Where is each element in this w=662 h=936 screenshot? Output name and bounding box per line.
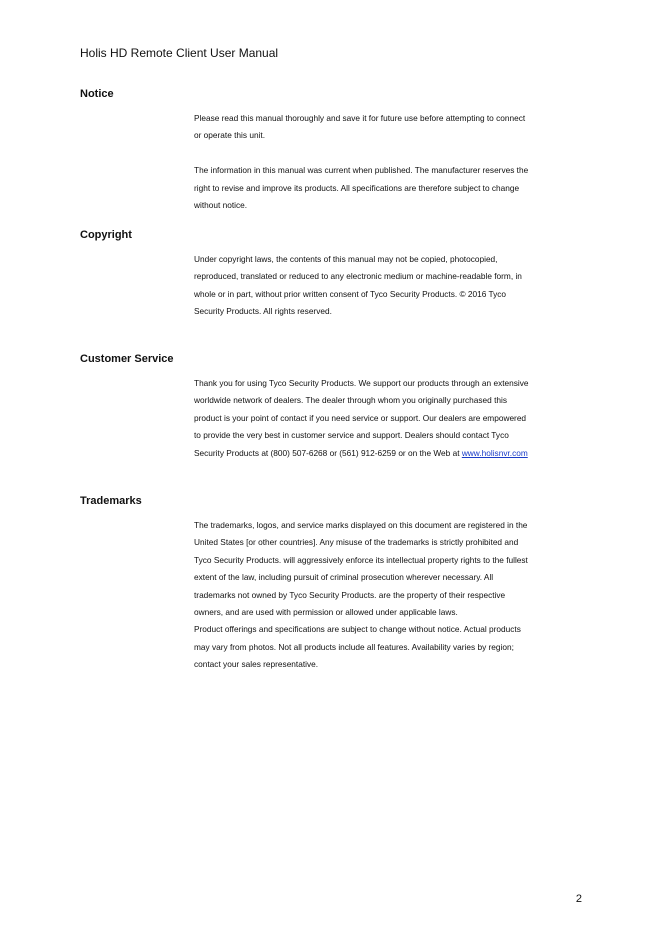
trademarks-body <box>194 517 530 674</box>
notice-paragraph-2: The information in this manual was current when published. The manufacturer reserves the right to revise and improve its products. All specifications are therefore subject to change without notice. <box>194 165 529 211</box>
customer-service-heading: Customer Service <box>80 353 174 365</box>
customer-service-paragraph <box>194 375 530 462</box>
trademarks-paragraph-2: Product offerings and specifications are subject to change without notice. Actual products may vary from photos. Not all products include all features. Availability varies by region; contact your sales representative. <box>194 624 521 670</box>
customer-service-text: Thank you for using Tyco Security Products. We support our products through an extensive worldwide network of dealers. The dealer through whom you originally purchased this product is your point of contact if you need service or support. Our dealers are empowered to provide the very best in customer service and support. Dealers should contact Tyco Security Products at (800) 507-6268 or (561) 912-6259 or on the Web at <box>194 378 529 458</box>
document-header: Holis HD Remote Client User Manual <box>80 46 279 60</box>
trademarks-heading: Trademarks <box>80 495 142 507</box>
trademarks-paragraph-1: The trademarks, logos, and service marks displayed on this document are registered in the United States [or other countries]. Any misuse of the trademarks is strictly prohibited and Tyco Security Products. will aggressively enforce its intellectual property rights to the fullest extent of the law, including pursuit of criminal prosecution wherever necessary. All trademarks not owned by Tyco Security Products. are the property of their respective owners, and are used with permission or allowed under applicable laws. <box>194 520 528 618</box>
notice-paragraph-1: Please read this manual thoroughly and save it for future use before attempting to connect or operate this unit. <box>194 113 526 141</box>
customer-service-body <box>194 375 530 462</box>
notice-heading: Notice <box>80 88 114 100</box>
copyright-paragraph: Under copyright laws, the contents of this manual may not be copied, photocopied, reproduced, translated or reduced to any electronic medium or machine-readable form, in whole or in part, without prior written consent of Tyco Security Products. © 2016 Tyco Security Products. All rights reserved. <box>194 254 522 317</box>
page-number: 2 <box>575 893 582 905</box>
website-link[interactable]: www.holisnvr.com <box>461 447 528 458</box>
copyright-heading: Copyright <box>80 229 132 241</box>
copyright-body <box>194 251 530 321</box>
notice-body <box>194 110 530 214</box>
